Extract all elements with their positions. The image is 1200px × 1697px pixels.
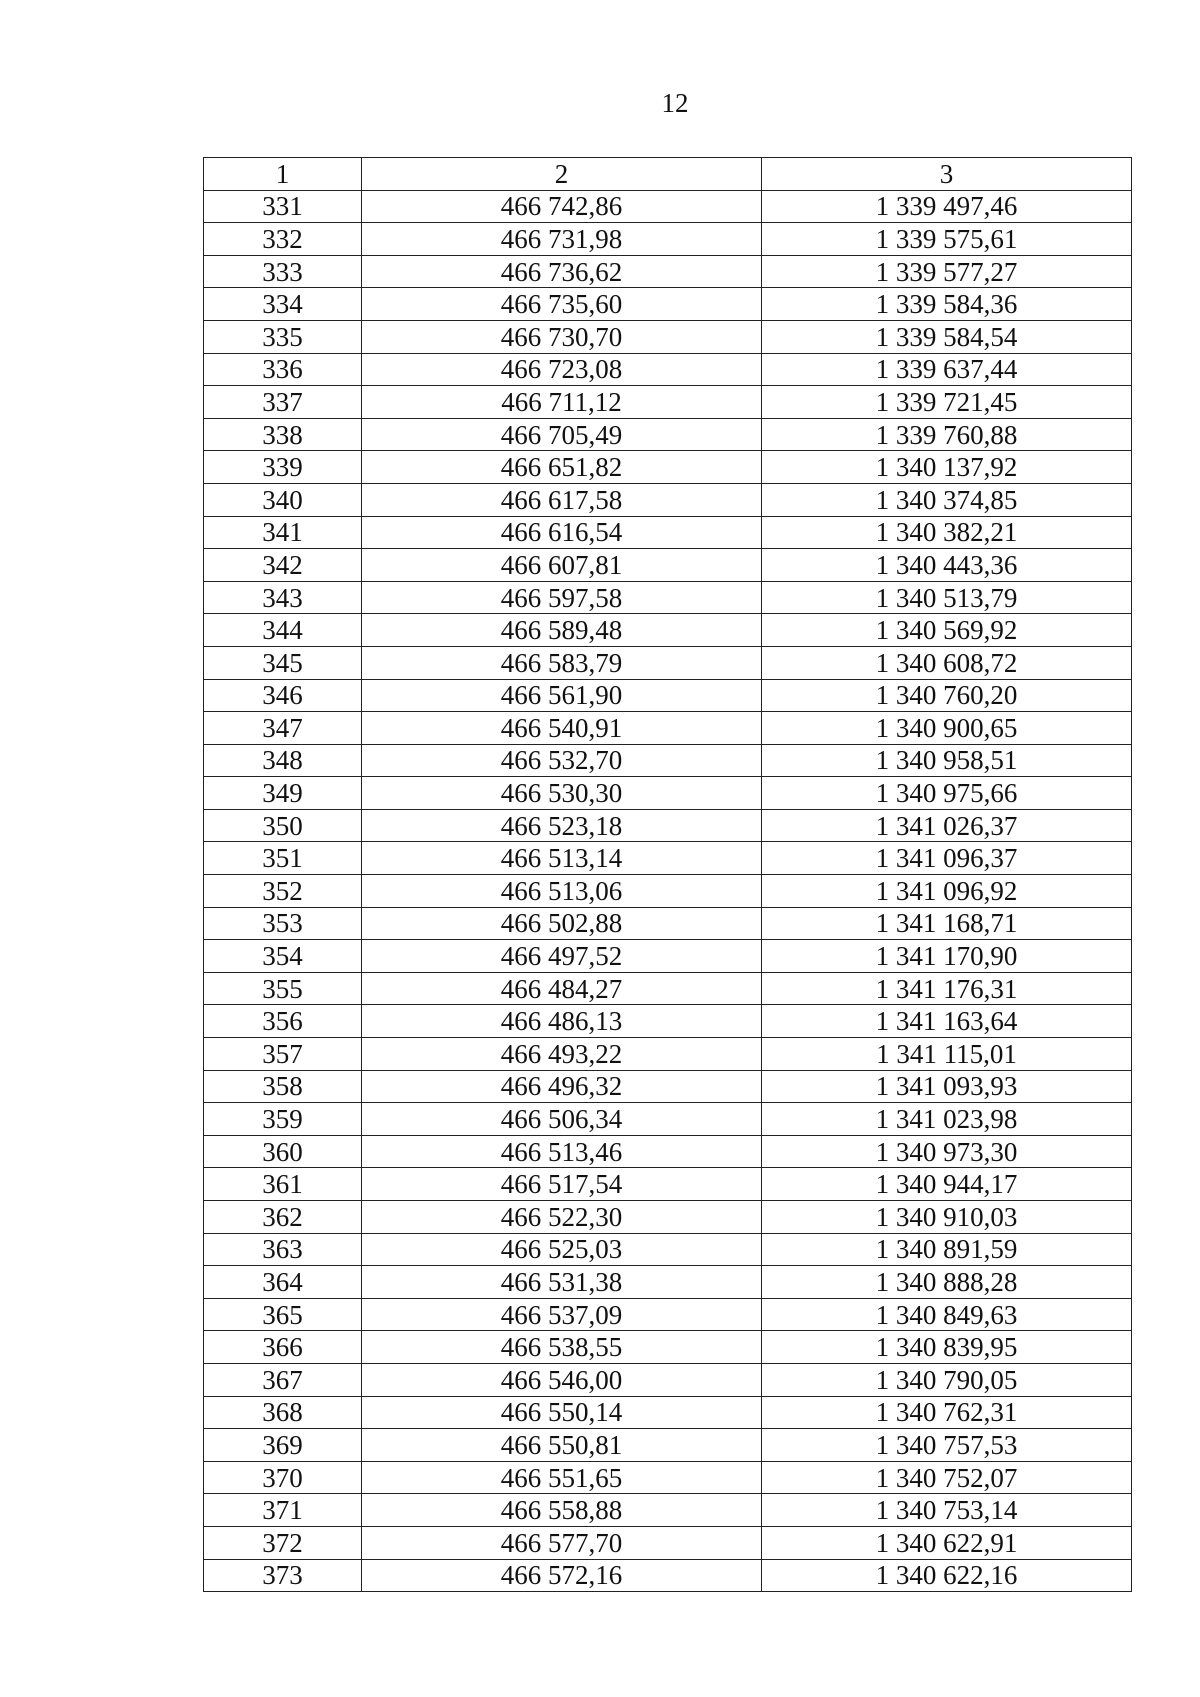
- cell-y-coordinate: 1 341 163,64: [762, 1005, 1132, 1038]
- cell-x-coordinate: 466 735,60: [362, 288, 762, 321]
- cell-point-number: 335: [204, 320, 362, 353]
- cell-x-coordinate: 466 496,32: [362, 1070, 762, 1103]
- cell-y-coordinate: 1 340 569,92: [762, 614, 1132, 647]
- cell-y-coordinate: 1 340 762,31: [762, 1396, 1132, 1429]
- table-row: [204, 1429, 1132, 1462]
- cell-x-coordinate: 466 486,13: [362, 1005, 762, 1038]
- cell-y-coordinate: 1 341 023,98: [762, 1103, 1132, 1136]
- cell-y-coordinate: 1 340 975,66: [762, 777, 1132, 810]
- table-row: [204, 516, 1132, 549]
- cell-point-number: 333: [204, 255, 362, 288]
- table-row: [204, 1396, 1132, 1429]
- cell-x-coordinate: 466 546,00: [362, 1363, 762, 1396]
- cell-x-coordinate: 466 537,09: [362, 1298, 762, 1331]
- cell-point-number: 368: [204, 1396, 362, 1429]
- cell-x-coordinate: 466 531,38: [362, 1266, 762, 1299]
- table-row: [204, 1201, 1132, 1234]
- cell-x-coordinate: 466 493,22: [362, 1038, 762, 1071]
- cell-point-number: 366: [204, 1331, 362, 1364]
- cell-point-number: 365: [204, 1298, 362, 1331]
- cell-point-number: 331: [204, 190, 362, 223]
- cell-y-coordinate: 1 340 757,53: [762, 1429, 1132, 1462]
- cell-x-coordinate: 466 572,16: [362, 1559, 762, 1592]
- table-row: [204, 614, 1132, 647]
- header-cell-x: 2: [362, 158, 762, 191]
- cell-point-number: 362: [204, 1201, 362, 1234]
- cell-point-number: 372: [204, 1526, 362, 1559]
- cell-point-number: 353: [204, 907, 362, 940]
- cell-x-coordinate: 466 731,98: [362, 223, 762, 256]
- table-row: [204, 386, 1132, 419]
- cell-x-coordinate: 466 723,08: [362, 353, 762, 386]
- cell-y-coordinate: 1 340 891,59: [762, 1233, 1132, 1266]
- cell-x-coordinate: 466 551,65: [362, 1461, 762, 1494]
- cell-point-number: 355: [204, 972, 362, 1005]
- cell-y-coordinate: 1 340 849,63: [762, 1298, 1132, 1331]
- table-row: [204, 353, 1132, 386]
- header-cell-y: 3: [762, 158, 1132, 191]
- table-row: [204, 223, 1132, 256]
- cell-point-number: 359: [204, 1103, 362, 1136]
- cell-point-number: 356: [204, 1005, 362, 1038]
- cell-x-coordinate: 466 742,86: [362, 190, 762, 223]
- cell-x-coordinate: 466 538,55: [362, 1331, 762, 1364]
- cell-point-number: 373: [204, 1559, 362, 1592]
- cell-point-number: 343: [204, 581, 362, 614]
- table-row: [204, 646, 1132, 679]
- cell-y-coordinate: 1 339 584,54: [762, 320, 1132, 353]
- cell-y-coordinate: 1 339 721,45: [762, 386, 1132, 419]
- cell-point-number: 348: [204, 744, 362, 777]
- table-row: [204, 744, 1132, 777]
- table-row: [204, 451, 1132, 484]
- table-row: [204, 1266, 1132, 1299]
- cell-point-number: 347: [204, 712, 362, 745]
- table-row: [204, 320, 1132, 353]
- cell-point-number: 341: [204, 516, 362, 549]
- cell-y-coordinate: 1 340 839,95: [762, 1331, 1132, 1364]
- table-row: [204, 1103, 1132, 1136]
- cell-point-number: 342: [204, 549, 362, 582]
- cell-y-coordinate: 1 340 443,36: [762, 549, 1132, 582]
- cell-y-coordinate: 1 341 170,90: [762, 940, 1132, 973]
- cell-point-number: 346: [204, 679, 362, 712]
- table-row: [204, 1070, 1132, 1103]
- cell-x-coordinate: 466 589,48: [362, 614, 762, 647]
- cell-x-coordinate: 466 523,18: [362, 809, 762, 842]
- cell-y-coordinate: 1 339 637,44: [762, 353, 1132, 386]
- cell-y-coordinate: 1 341 093,93: [762, 1070, 1132, 1103]
- cell-point-number: 332: [204, 223, 362, 256]
- coordinates-table: [203, 157, 1132, 1592]
- table-row: [204, 1233, 1132, 1266]
- cell-x-coordinate: 466 506,34: [362, 1103, 762, 1136]
- table-row: [204, 288, 1132, 321]
- cell-y-coordinate: 1 340 760,20: [762, 679, 1132, 712]
- cell-x-coordinate: 466 711,12: [362, 386, 762, 419]
- cell-x-coordinate: 466 497,52: [362, 940, 762, 973]
- cell-y-coordinate: 1 340 958,51: [762, 744, 1132, 777]
- cell-x-coordinate: 466 525,03: [362, 1233, 762, 1266]
- cell-y-coordinate: 1 340 944,17: [762, 1168, 1132, 1201]
- cell-x-coordinate: 466 736,62: [362, 255, 762, 288]
- table-row: [204, 1135, 1132, 1168]
- table-row: [204, 1298, 1132, 1331]
- cell-x-coordinate: 466 616,54: [362, 516, 762, 549]
- cell-x-coordinate: 466 705,49: [362, 418, 762, 451]
- table-row: [204, 1494, 1132, 1527]
- cell-y-coordinate: 1 341 026,37: [762, 809, 1132, 842]
- cell-point-number: 360: [204, 1135, 362, 1168]
- table-row: [204, 190, 1132, 223]
- cell-point-number: 351: [204, 842, 362, 875]
- table-row: [204, 809, 1132, 842]
- cell-y-coordinate: 1 339 575,61: [762, 223, 1132, 256]
- cell-point-number: 340: [204, 483, 362, 516]
- cell-point-number: 336: [204, 353, 362, 386]
- cell-y-coordinate: 1 341 168,71: [762, 907, 1132, 940]
- cell-x-coordinate: 466 577,70: [362, 1526, 762, 1559]
- cell-x-coordinate: 466 513,46: [362, 1135, 762, 1168]
- table-row: [204, 972, 1132, 1005]
- cell-point-number: 350: [204, 809, 362, 842]
- cell-x-coordinate: 466 561,90: [362, 679, 762, 712]
- table-row: [204, 1363, 1132, 1396]
- cell-y-coordinate: 1 341 115,01: [762, 1038, 1132, 1071]
- cell-y-coordinate: 1 340 622,16: [762, 1559, 1132, 1592]
- cell-point-number: 354: [204, 940, 362, 973]
- table-row: [204, 1526, 1132, 1559]
- table-body: [204, 190, 1132, 1592]
- table-row: [204, 1461, 1132, 1494]
- cell-point-number: 337: [204, 386, 362, 419]
- table-row: [204, 581, 1132, 614]
- cell-y-coordinate: 1 339 497,46: [762, 190, 1132, 223]
- cell-point-number: 358: [204, 1070, 362, 1103]
- cell-y-coordinate: 1 340 752,07: [762, 1461, 1132, 1494]
- table-row: [204, 1168, 1132, 1201]
- cell-point-number: 361: [204, 1168, 362, 1201]
- cell-x-coordinate: 466 530,30: [362, 777, 762, 810]
- cell-x-coordinate: 466 597,58: [362, 581, 762, 614]
- cell-y-coordinate: 1 340 374,85: [762, 483, 1132, 516]
- cell-y-coordinate: 1 340 900,65: [762, 712, 1132, 745]
- table-row: [204, 418, 1132, 451]
- table-row: [204, 1005, 1132, 1038]
- table-row: [204, 1559, 1132, 1592]
- cell-x-coordinate: 466 550,14: [362, 1396, 762, 1429]
- cell-x-coordinate: 466 550,81: [362, 1429, 762, 1462]
- table-row: [204, 679, 1132, 712]
- cell-x-coordinate: 466 522,30: [362, 1201, 762, 1234]
- table-row: [204, 777, 1132, 810]
- cell-y-coordinate: 1 340 753,14: [762, 1494, 1132, 1527]
- cell-point-number: 344: [204, 614, 362, 647]
- cell-point-number: 352: [204, 875, 362, 908]
- cell-x-coordinate: 466 540,91: [362, 712, 762, 745]
- cell-x-coordinate: 466 558,88: [362, 1494, 762, 1527]
- cell-x-coordinate: 466 532,70: [362, 744, 762, 777]
- cell-x-coordinate: 466 583,79: [362, 646, 762, 679]
- cell-y-coordinate: 1 339 760,88: [762, 418, 1132, 451]
- header-cell-point-number: 1: [204, 158, 362, 191]
- cell-x-coordinate: 466 617,58: [362, 483, 762, 516]
- cell-point-number: 357: [204, 1038, 362, 1071]
- cell-y-coordinate: 1 340 888,28: [762, 1266, 1132, 1299]
- cell-x-coordinate: 466 517,54: [362, 1168, 762, 1201]
- cell-y-coordinate: 1 339 584,36: [762, 288, 1132, 321]
- cell-point-number: 339: [204, 451, 362, 484]
- cell-y-coordinate: 1 340 513,79: [762, 581, 1132, 614]
- cell-point-number: 370: [204, 1461, 362, 1494]
- table-row: [204, 875, 1132, 908]
- cell-y-coordinate: 1 340 790,05: [762, 1363, 1132, 1396]
- cell-point-number: 338: [204, 418, 362, 451]
- table-row: [204, 483, 1132, 516]
- table-row: [204, 907, 1132, 940]
- cell-y-coordinate: 1 340 910,03: [762, 1201, 1132, 1234]
- cell-x-coordinate: 466 502,88: [362, 907, 762, 940]
- cell-point-number: 349: [204, 777, 362, 810]
- cell-point-number: 371: [204, 1494, 362, 1527]
- cell-y-coordinate: 1 340 137,92: [762, 451, 1132, 484]
- cell-y-coordinate: 1 339 577,27: [762, 255, 1132, 288]
- cell-y-coordinate: 1 341 176,31: [762, 972, 1132, 1005]
- cell-y-coordinate: 1 341 096,92: [762, 875, 1132, 908]
- cell-y-coordinate: 1 340 382,21: [762, 516, 1132, 549]
- table-row: [204, 1038, 1132, 1071]
- cell-point-number: 369: [204, 1429, 362, 1462]
- table-row: [204, 255, 1132, 288]
- cell-point-number: 363: [204, 1233, 362, 1266]
- cell-y-coordinate: 1 340 622,91: [762, 1526, 1132, 1559]
- page-number: 12: [661, 88, 689, 118]
- table-row: [204, 940, 1132, 973]
- cell-x-coordinate: 466 513,06: [362, 875, 762, 908]
- cell-y-coordinate: 1 340 973,30: [762, 1135, 1132, 1168]
- cell-x-coordinate: 466 607,81: [362, 549, 762, 582]
- cell-x-coordinate: 466 651,82: [362, 451, 762, 484]
- table-row: [204, 842, 1132, 875]
- cell-x-coordinate: 466 513,14: [362, 842, 762, 875]
- cell-point-number: 334: [204, 288, 362, 321]
- cell-point-number: 345: [204, 646, 362, 679]
- cell-point-number: 367: [204, 1363, 362, 1396]
- table-header-row: [204, 158, 1132, 191]
- cell-y-coordinate: 1 340 608,72: [762, 646, 1132, 679]
- cell-x-coordinate: 466 730,70: [362, 320, 762, 353]
- table-row: [204, 549, 1132, 582]
- cell-point-number: 364: [204, 1266, 362, 1299]
- table-row: [204, 712, 1132, 745]
- table-row: [204, 1331, 1132, 1364]
- cell-x-coordinate: 466 484,27: [362, 972, 762, 1005]
- cell-y-coordinate: 1 341 096,37: [762, 842, 1132, 875]
